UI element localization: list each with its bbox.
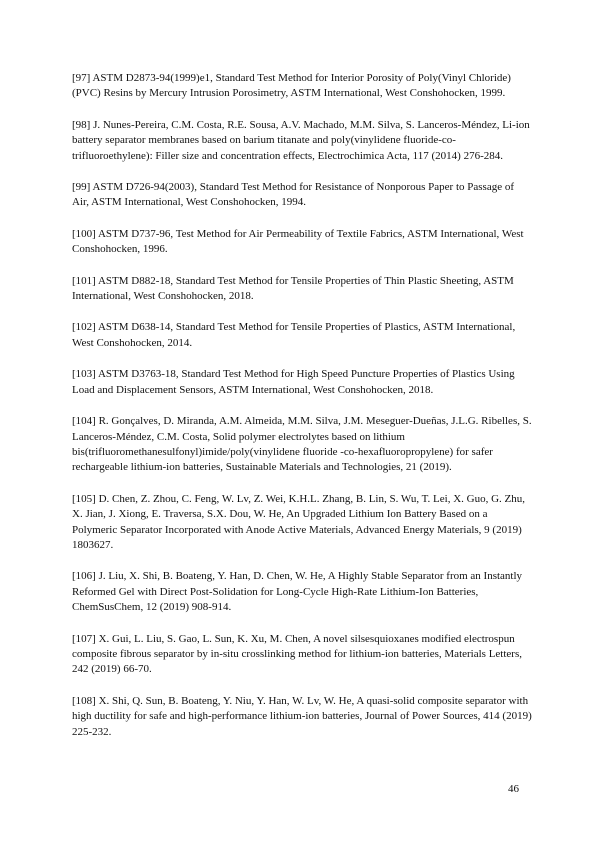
reference-97: [97] ASTM D2873-94(1999)e1, Standard Test Method for Interior Porosity of Poly(Vinyl Chloride) (PVC) Resins by Mercury Intrusion Porosimetry, ASTM International, West Conshohocken, 1999. bbox=[72, 72, 511, 100]
page-number: 46 bbox=[508, 783, 519, 795]
reference-103: [103] ASTM D3763-18, Standard Test Method for High Speed Puncture Properties of Plastics Using Load and Displacement Sensors, ASTM International, West Conshohocken, 2018. bbox=[72, 368, 515, 396]
reference-101: [101] ASTM D882-18, Standard Test Method for Tensile Properties of Thin Plastic Sheeting, ASTM International, West Conshohocken, 2018. bbox=[72, 274, 514, 303]
reference-99: [99] ASTM D726-94(2003), Standard Test Method for Resistance of Nonporous Paper to Passage of Air, ASTM International, West Conshohocken, 1994. bbox=[72, 181, 515, 209]
reference-102: [102] ASTM D638-14, Standard Test Method for Tensile Properties of Plastics, ASTM International, West Conshohocken, 2014. bbox=[72, 321, 516, 349]
reference-104: [104] R. Gonçalves, D. Miranda, A.M. Almeida, M.M. Silva, J.M. Meseguer-Dueñas, J.L.G. Ribelles, S. Lanceros-Méndez, C.M. Costa, Solid polymer electrolytes based on lithium bis(trifluoromethanesulfonyl)imide/poly(vinylidene fluoride -co-hexafluoropropylene) for safer rechargeable lithium-ion batteries, Sustainable Materials and Technologies, 21 (2019). bbox=[72, 415, 532, 474]
reference-98: [98] J. Nunes-Pereira, C.M. Costa, R.E. Sousa, A.V. Machado, M.M. Silva, S. Lanceros-Méndez, Li-ion battery separator membranes based on barium titanate and poly(vinylidene fluoride-co-trifluoroethylene): Filler size and concentration effects, Electrochimica Acta, 117 (2014) 276-284. bbox=[72, 118, 530, 162]
reference-107: [107] X. Gui, L. Liu, S. Gao, L. Sun, K. Xu, M. Chen, A novel silsesquioxanes modified electrospun composite fibrous separator by in-situ crosslinking method for lithium-ion batteries, Materials Letters, 242 (2019) 66-70. bbox=[72, 632, 522, 676]
reference-105: [105] D. Chen, Z. Zhou, C. Feng, W. Lv, Z. Wei, K.H.L. Zhang, B. Lin, S. Wu, T. Lei, X. Guo, G. Zhu, X. Jian, J. Xiong, E. Traversa, S.X. Dou, W. He, An Upgraded Lithium Ion Battery Based on a Polymeric Separator Incorporated with Anode Active Materials, Advanced Energy Materials, 9 (2019) 1803627. bbox=[72, 492, 525, 551]
reference-list bbox=[72, 71, 532, 756]
reference-100: [100] ASTM D737-96, Test Method for Air Permeability of Textile Fabrics, ASTM International, West Conshohocken, 1996. bbox=[72, 227, 524, 256]
reference-108: [108] X. Shi, Q. Sun, B. Boateng, Y. Niu, Y. Han, W. Lv, W. He, A quasi-solid composite separator with high ductility for safe and high-performance lithium-ion batteries, Journal of Power Sources, 414 (2019) 225-232. bbox=[72, 694, 532, 738]
reference-106: [106] J. Liu, X. Shi, B. Boateng, Y. Han, D. Chen, W. He, A Highly Stable Separator from an Instantly Reformed Gel with Direct Post-Solidation for Long-Cycle High-Rate Lithium-Ion Batteries, ChemSusChem, 12 (2019) 908-914. bbox=[72, 570, 523, 614]
